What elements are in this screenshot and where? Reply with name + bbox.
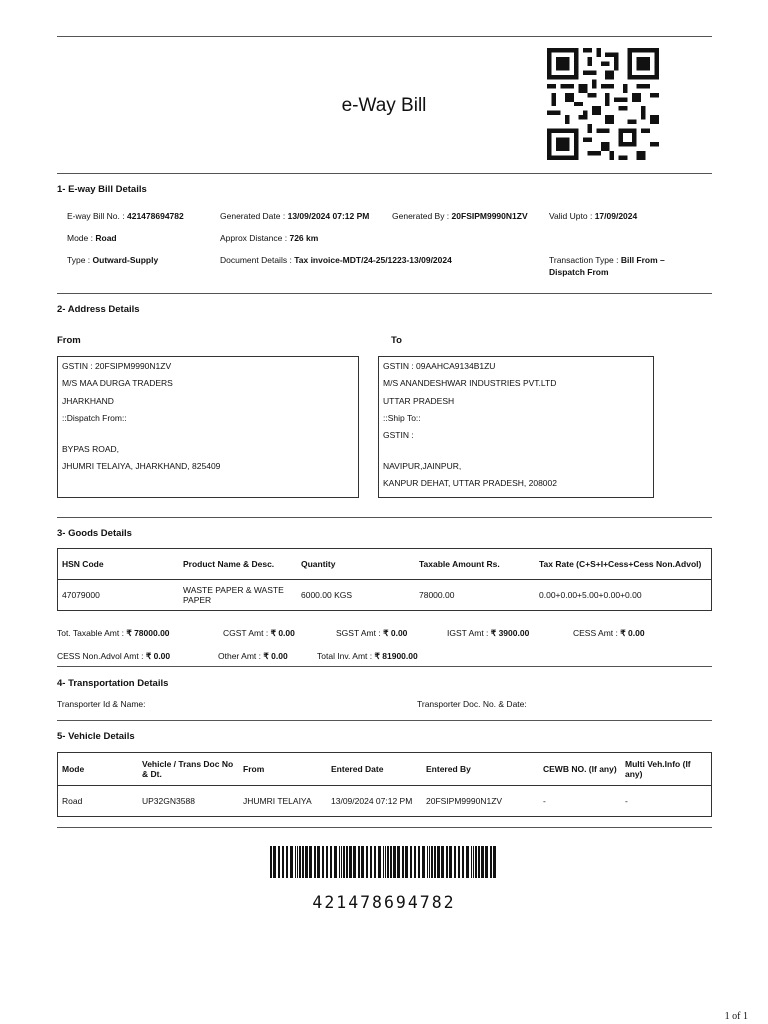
quantity-cell: 6000.00 KGS — [301, 590, 353, 600]
top-divider — [57, 36, 712, 37]
transaction-type-field: Transaction Type : Bill From – — [549, 255, 665, 265]
to-state: UTTAR PRADESH — [383, 396, 455, 406]
cgst-amount: CGST Amt : ₹ 0.00 — [223, 628, 295, 638]
from-state: JHARKHAND — [62, 396, 114, 406]
to-ship-gstin: GSTIN : — [383, 430, 414, 440]
divider — [57, 293, 712, 294]
barcode-number: 421478694782 — [312, 893, 456, 912]
from-cell: JHUMRI TELAIYA — [243, 796, 312, 806]
table-row — [58, 786, 712, 817]
transporter-doc-label: Transporter Doc. No. & Date: — [417, 699, 527, 709]
cess-amount: CESS Amt : ₹ 0.00 — [573, 628, 645, 638]
section-title-ewb-details: 1- E-way Bill Details — [57, 184, 147, 195]
to-gstin: GSTIN : 09AAHCA9134B1ZU — [383, 361, 496, 371]
valid-upto-field: Valid Upto : 17/09/2024 — [549, 211, 638, 221]
from-address-line1: BYPAS ROAD, — [62, 444, 119, 454]
hsn-code-cell: 47079000 — [62, 590, 100, 600]
to-address-line1: NAVIPUR,JAINPUR, — [383, 461, 462, 471]
divider — [57, 666, 712, 667]
from-address-box — [57, 356, 359, 498]
barcode — [270, 846, 498, 878]
from-dispatch-label: ::Dispatch From:: — [62, 413, 127, 423]
section-title-goods-details: 3- Goods Details — [57, 528, 132, 539]
col-taxable-amount: Taxable Amount Rs. — [419, 559, 500, 569]
transaction-type-cont: Dispatch From — [549, 267, 609, 277]
divider — [57, 827, 712, 828]
type-field: Type : Outward-Supply — [67, 255, 159, 265]
from-name: M/S MAA DURGA TRADERS — [62, 378, 173, 388]
goods-header-row — [58, 549, 712, 580]
ewb-number-field: E-way Bill No. : 421478694782 — [67, 211, 184, 221]
other-amount: Other Amt : ₹ 0.00 — [218, 651, 288, 661]
table-row — [58, 580, 712, 611]
section-title-transportation: 4- Transportation Details — [57, 678, 169, 689]
generated-by-field: Generated By : 20FSIPM9990N1ZV — [392, 211, 528, 221]
col-tax-rate: Tax Rate (C+S+I+Cess+Cess Non.Advol) — [539, 559, 702, 569]
total-taxable-amount: Tot. Taxable Amt : ₹ 78000.00 — [57, 628, 170, 638]
qr-code — [544, 48, 662, 160]
mode-cell: Road — [62, 796, 83, 806]
col-product-name: Product Name & Desc. — [183, 559, 275, 569]
entered-by-cell: 20FSIPM9990N1ZV — [426, 796, 503, 806]
vehicle-no-cell: UP32GN3588 — [142, 796, 195, 806]
document-details-field: Document Details : Tax invoice-MDT/24-25/1223-13/09/2024 — [220, 255, 452, 265]
transporter-id-label: Transporter Id & Name: — [57, 699, 146, 709]
from-gstin: GSTIN : 20FSIPM9990N1ZV — [62, 361, 172, 371]
divider — [57, 720, 712, 721]
page-number: 1 of 1 — [724, 1011, 748, 1022]
cess-non-advol-amount: CESS Non.Advol Amt : ₹ 0.00 — [57, 651, 171, 661]
col-from: From — [243, 764, 265, 774]
igst-amount: IGST Amt : ₹ 3900.00 — [447, 628, 530, 638]
col-quantity: Quantity — [301, 559, 336, 569]
col-multi-veh-info: Multi Veh.Info (If any) — [625, 759, 691, 779]
vehicle-table — [57, 752, 712, 817]
col-vehicle-no: Vehicle / Trans Doc No & Dt. — [142, 759, 234, 779]
col-cewb-no: CEWB NO. (If any) — [543, 764, 617, 774]
multi-veh-info-cell: - — [625, 796, 628, 806]
divider — [57, 517, 712, 518]
tax-rate-cell: 0.00+0.00+5.00+0.00+0.00 — [539, 590, 642, 600]
product-name-cell: WASTE PAPER & WASTE PAPER — [183, 585, 284, 605]
section-title-address-details: 2- Address Details — [57, 304, 140, 315]
generated-date-field: Generated Date : 13/09/2024 07:12 PM — [220, 211, 370, 221]
approx-distance-field: Approx Distance : 726 km — [220, 233, 319, 243]
to-address-box — [378, 356, 654, 498]
sgst-amount: SGST Amt : ₹ 0.00 — [336, 628, 408, 638]
from-address-line2: JHUMRI TELAIYA, JHARKHAND, 825409 — [62, 461, 221, 471]
to-label: To — [391, 335, 402, 346]
goods-table — [57, 548, 712, 611]
to-address-line2: KANPUR DEHAT, UTTAR PRADESH, 208002 — [383, 478, 557, 488]
page-title: e-Way Bill — [341, 95, 427, 116]
mode-field: Mode : Road — [67, 233, 117, 243]
cewb-no-cell: - — [543, 796, 546, 806]
total-invoice-amount: Total Inv. Amt : ₹ 81900.00 — [317, 651, 418, 661]
col-entered-date: Entered Date — [331, 764, 384, 774]
divider — [57, 173, 712, 174]
col-mode: Mode — [62, 764, 85, 774]
to-name: M/S ANANDESHWAR INDUSTRIES PVT.LTD — [383, 378, 557, 388]
col-entered-by: Entered By — [426, 764, 471, 774]
entered-date-cell: 13/09/2024 07:12 PM — [331, 796, 413, 806]
vehicle-header-row — [58, 753, 712, 786]
taxable-amount-cell: 78000.00 — [419, 590, 455, 600]
section-title-vehicle-details: 5- Vehicle Details — [57, 731, 135, 742]
to-ship-label: ::Ship To:: — [383, 413, 421, 423]
from-label: From — [57, 335, 81, 346]
col-hsn-code: HSN Code — [62, 559, 104, 569]
